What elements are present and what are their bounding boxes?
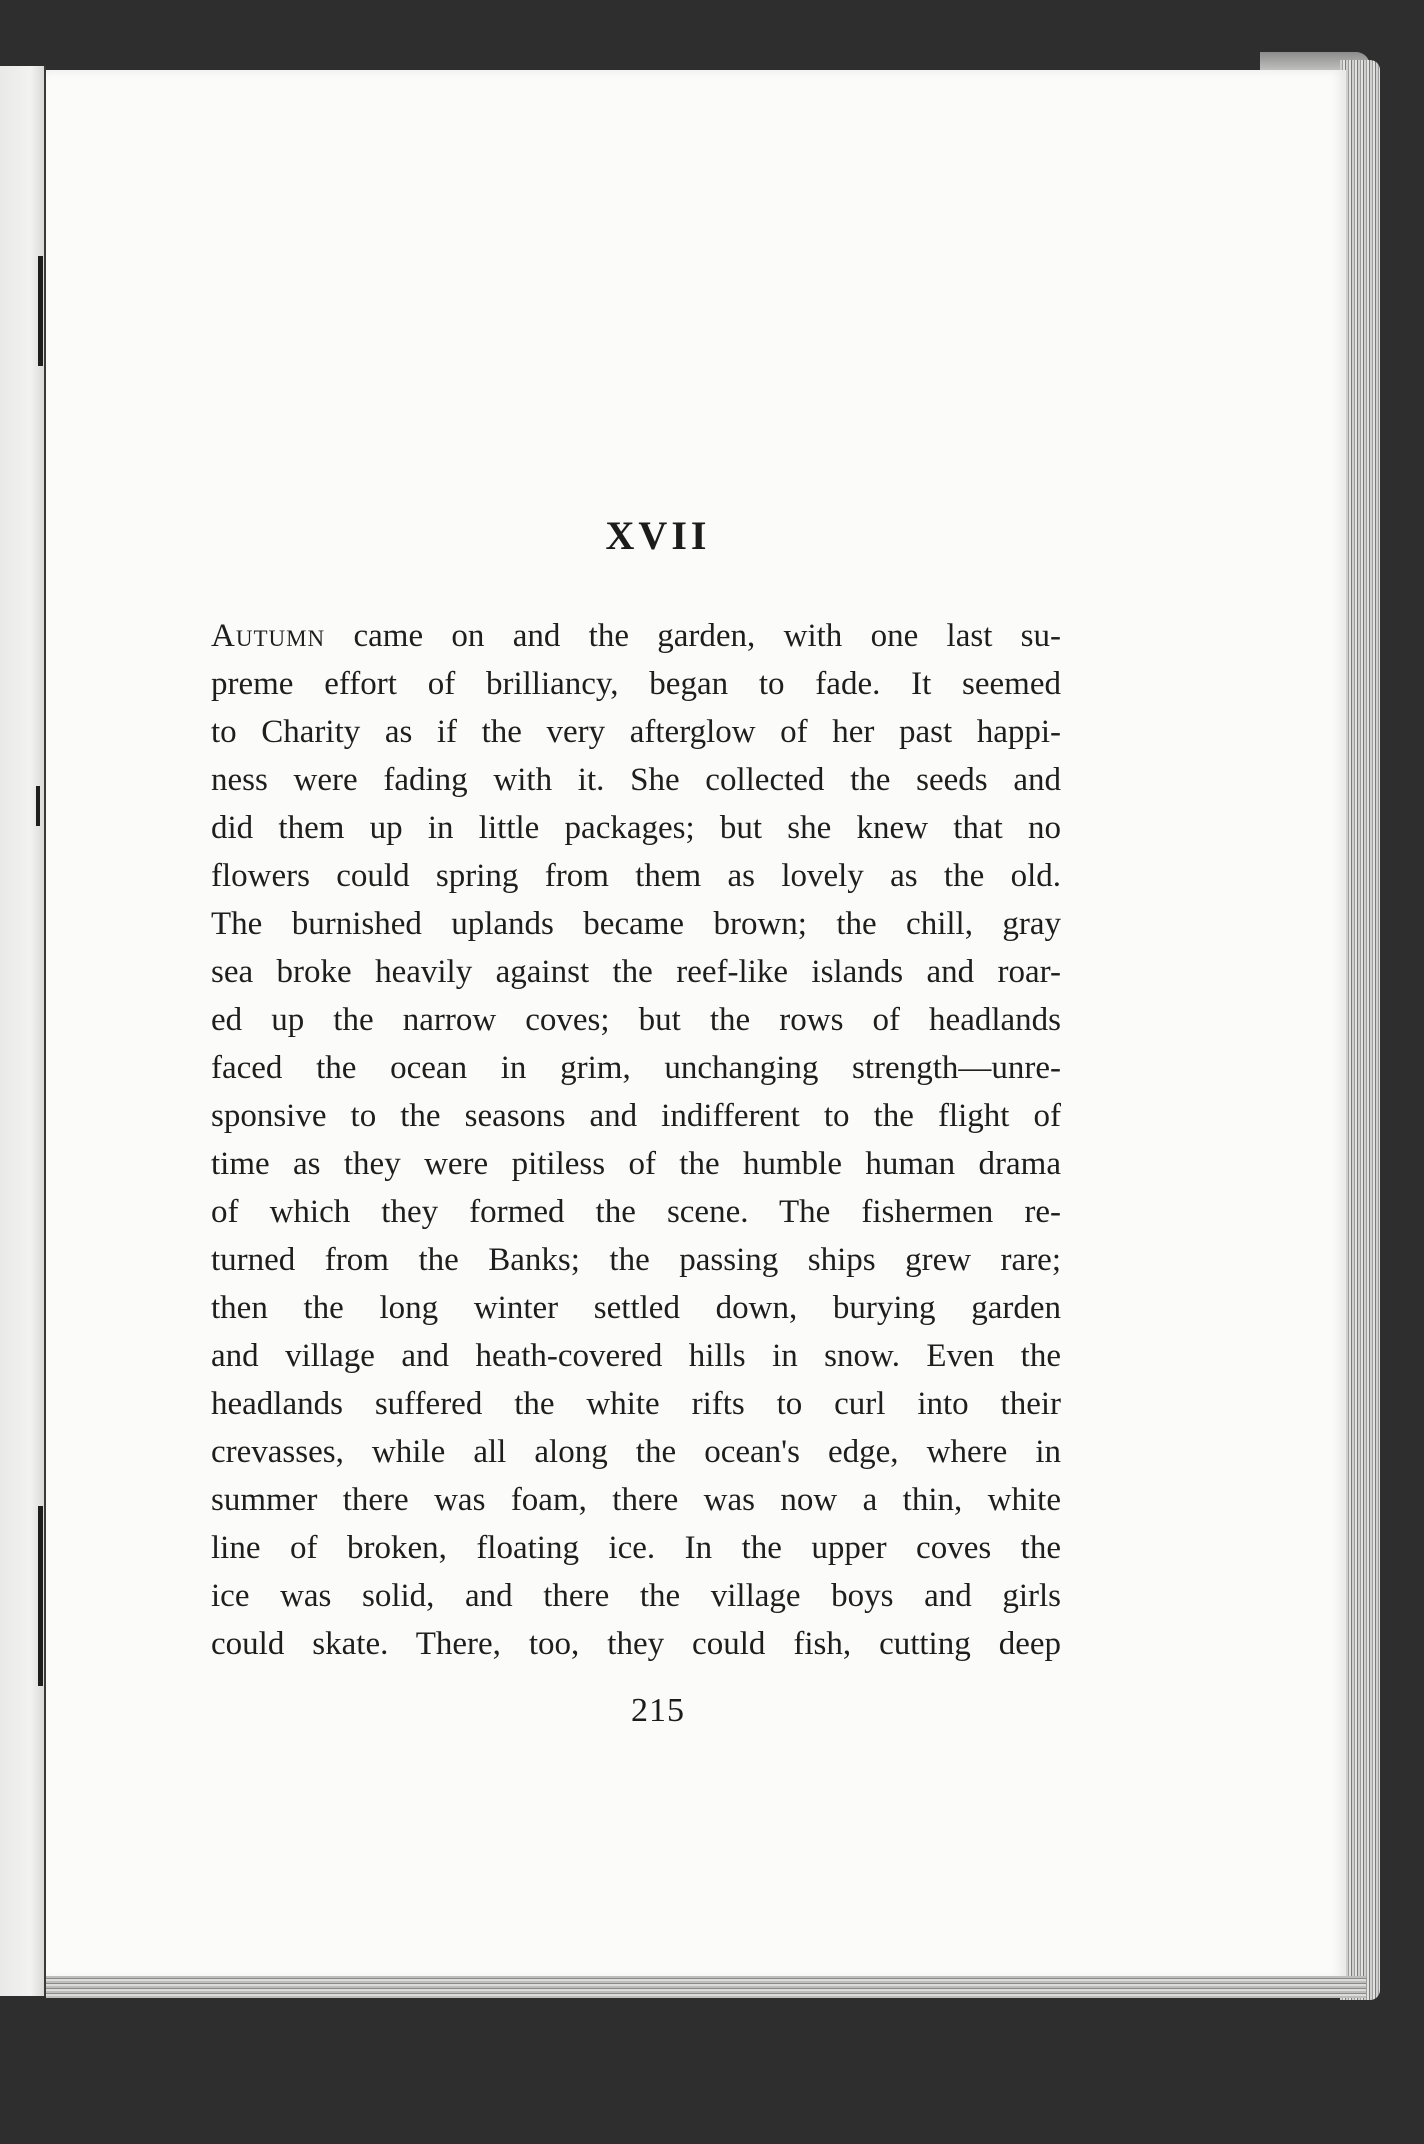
text-line: did them up in little packages; but she knew that no: [211, 810, 1061, 846]
text-line: [211, 612, 1061, 660]
page-stack-edge: [1340, 60, 1380, 2000]
text-line: headlands suffered the white rifts to curl into their: [211, 1386, 1061, 1422]
page-bottom-edge: [46, 1976, 1366, 1998]
text-line: summer there was foam, there was now a thin, white: [211, 1482, 1061, 1518]
opening-word: Autumn: [211, 618, 326, 654]
text-line: turned from the Banks; the passing ships grew rare;: [211, 1242, 1061, 1278]
text-line: ice was solid, and there the village boys and girls: [211, 1578, 1061, 1614]
text-line: sea broke heavily against the reef-like islands and roar-: [211, 954, 1061, 990]
text-line: faced the ocean in grim, unchanging strength—unre-: [211, 1050, 1061, 1086]
left-page-mark: [38, 1506, 43, 1686]
text-line: then the long winter settled down, burying garden: [211, 1290, 1061, 1326]
body-text: [211, 612, 1061, 1668]
text-line: sponsive to the seasons and indifferent to the flight of: [211, 1098, 1061, 1134]
text-line: The burnished uplands became brown; the chill, gray: [211, 906, 1061, 942]
text-line: flowers could spring from them as lovely as the old.: [211, 858, 1061, 894]
left-page-mark: [36, 786, 40, 826]
chapter-heading: XVII: [605, 513, 711, 558]
text-line: line of broken, floating ice. In the upper coves the: [211, 1530, 1061, 1566]
left-page-mark: [38, 256, 43, 366]
text-line: ness were fading with it. She collected the seeds and: [211, 762, 1061, 798]
text-line: time as they were pitiless of the humble human drama: [211, 1146, 1061, 1182]
text-line: and village and heath-covered hills in snow. Even the: [211, 1338, 1061, 1374]
text-line: of which they formed the scene. The fishermen re-: [211, 1194, 1061, 1230]
text-line: crevasses, while all along the ocean's edge, where in: [211, 1434, 1061, 1470]
first-line-rest: came on and the garden, with one last su-: [325, 618, 1061, 654]
text-line: could skate. There, too, they could fish, cutting deep: [211, 1626, 1061, 1662]
text-line: ed up the narrow coves; but the rows of headlands: [211, 1002, 1061, 1038]
page-number: 215: [631, 1692, 685, 1729]
text-line: preme effort of brilliancy, began to fade. It seemed: [211, 666, 1061, 702]
left-facing-page-edge: [0, 66, 46, 1996]
text-line: to Charity as if the very afterglow of her past happi-: [211, 714, 1061, 750]
